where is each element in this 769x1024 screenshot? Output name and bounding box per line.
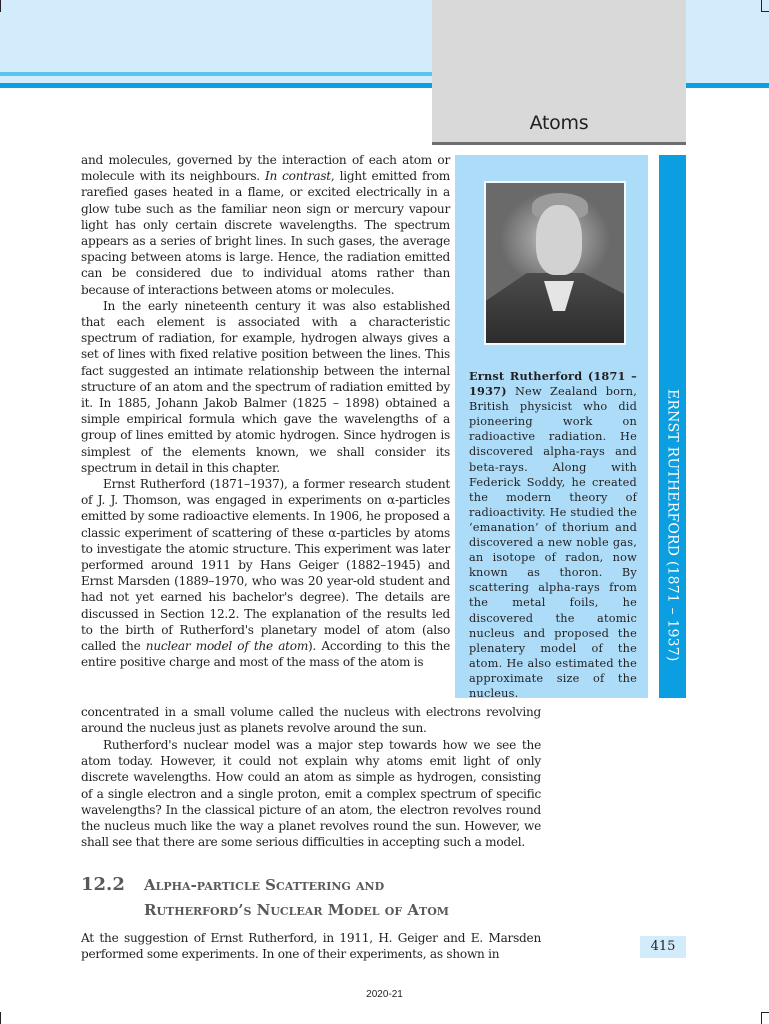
- crop-mark-bottom-right: [761, 1012, 769, 1024]
- section-title-line-2: Rutherford’s Nuclear Model of Atom: [144, 901, 449, 919]
- paragraph-3-text-a: Ernst Rutherford (1871–1937), a former research student of J. J. Thomson, was engaged in experiments on α-particles emitted by some radioactive elements. In 1906, he proposed a classic experiment of scattering of these α-particles by atoms to investigate the atomic structure. This experiment was later performed around 1911 by Hans Geiger (1882–1945) and Ernst Marsden (1889–1970, who was 20 year-old student and had not yet earned his bachelor's degree). The details are discussed in Section 12.2. The explanation of the results led to the birth of Rutherford's planetary model of atom (also called the: [81, 477, 450, 654]
- paragraph-1-text-a: and molecules, governed by the interaction of each atom or molecule with its neighbours.: [81, 153, 450, 184]
- section-body: At the suggestion of Ernst Rutherford, in 1911, H. Geiger and E. Marsden performed some experiments. In one of their experiments, as shown in: [81, 931, 541, 962]
- main-text-column: [81, 152, 450, 671]
- paragraph-1: [81, 152, 450, 298]
- crop-mark-top-right: [761, 0, 769, 12]
- paragraph-1-italic: In contrast: [265, 169, 331, 184]
- portrait-face: [536, 205, 582, 275]
- header-stripe-light: [0, 72, 432, 76]
- vertical-name-text: ERNST RUTHERFORD (1871 – 1937): [664, 388, 681, 662]
- crop-mark-bottom-left: [0, 1012, 1, 1024]
- paragraph-1-text-b: , light emitted from rarefied gases heated in a flame, or excited electrically in a glow tube such as the familiar neon sign or mercury vapour light has only certain discrete wavelengths. The spectrum appears as a series of bright lines. In such gases, the average spacing between atoms is large. Hence, the radiation emitted can be considered due to individual atoms rather than because of interactions between atoms or molecules.: [81, 169, 451, 297]
- section-title-line-1: Alpha-particle Scattering and: [144, 876, 385, 894]
- crop-mark-top-left: [0, 0, 1, 12]
- biography-name: Ernst Rutherford (1871 – 1937): [469, 369, 637, 399]
- vertical-name-label: [659, 370, 686, 680]
- biography-text: [469, 369, 637, 701]
- paragraph-3-continuation: concentrated in a small volume called the nucleus with electrons revolving around the nucleus just as planets revolve around the sun.: [81, 705, 541, 736]
- page-number: 415: [640, 936, 686, 958]
- paragraph-3-italic: nuclear model of the atom: [145, 639, 309, 654]
- paragraph-4: Rutherford's nuclear model was a major step towards how we see the atom today. However, it could not explain why atoms emit light of only discrete wavelengths. How could an atom as simple as hydrogen, consisting of a single electron and a single proton, emit a complex spectrum of specific wavelengths? In the classical picture of an atom, the electron revolves round the nucleus much like the way a planet revolves round the sun. However, we shall see that there are some serious difficulties in accepting such a model.: [81, 738, 541, 850]
- paragraph-2: In the early nineteenth century it was also established that each element is associated with a characteristic spectrum of radiation, for example, hydrogen always gives a set of lines with fixed relative position between the lines. This fact suggested an intimate relationship between the internal structure of an atom and the spectrum of radiation emitted by it. In 1885, Johann Jakob Balmer (1825 – 1898) obtained a simple empirical formula which gave the wavelengths of a group of lines emitted by atomic hydrogen. Since hydrogen is simplest of the elements known, we shall consider its spectrum in detail in this chapter.: [81, 298, 450, 475]
- paragraph-3-text-b: ). According to this the entire positive charge and most of the mass of the atom is: [81, 639, 450, 670]
- section-number: 12.2: [81, 874, 125, 895]
- rutherford-portrait: [484, 181, 626, 345]
- chapter-tab: [432, 0, 686, 145]
- biography-body: New Zealand born, British physicist who did pioneering work on radioactive radiation. He discovered alpha-rays and beta-rays. Along with Federick Soddy, he created the modern theory of radioactivity. He studied the ‘emanation’ of thorium and discovered a new noble gas, an isotope of radon, now known as thoron. By scattering alpha-rays from the metal foils, he discovered the atomic nucleus and proposed the plenatery model of the atom. He also estimated the approximate size of the nucleus.: [469, 385, 637, 700]
- footer-year: 2020-21: [366, 989, 403, 1000]
- paragraph-3: [81, 476, 450, 670]
- chapter-title: Atoms: [529, 112, 589, 134]
